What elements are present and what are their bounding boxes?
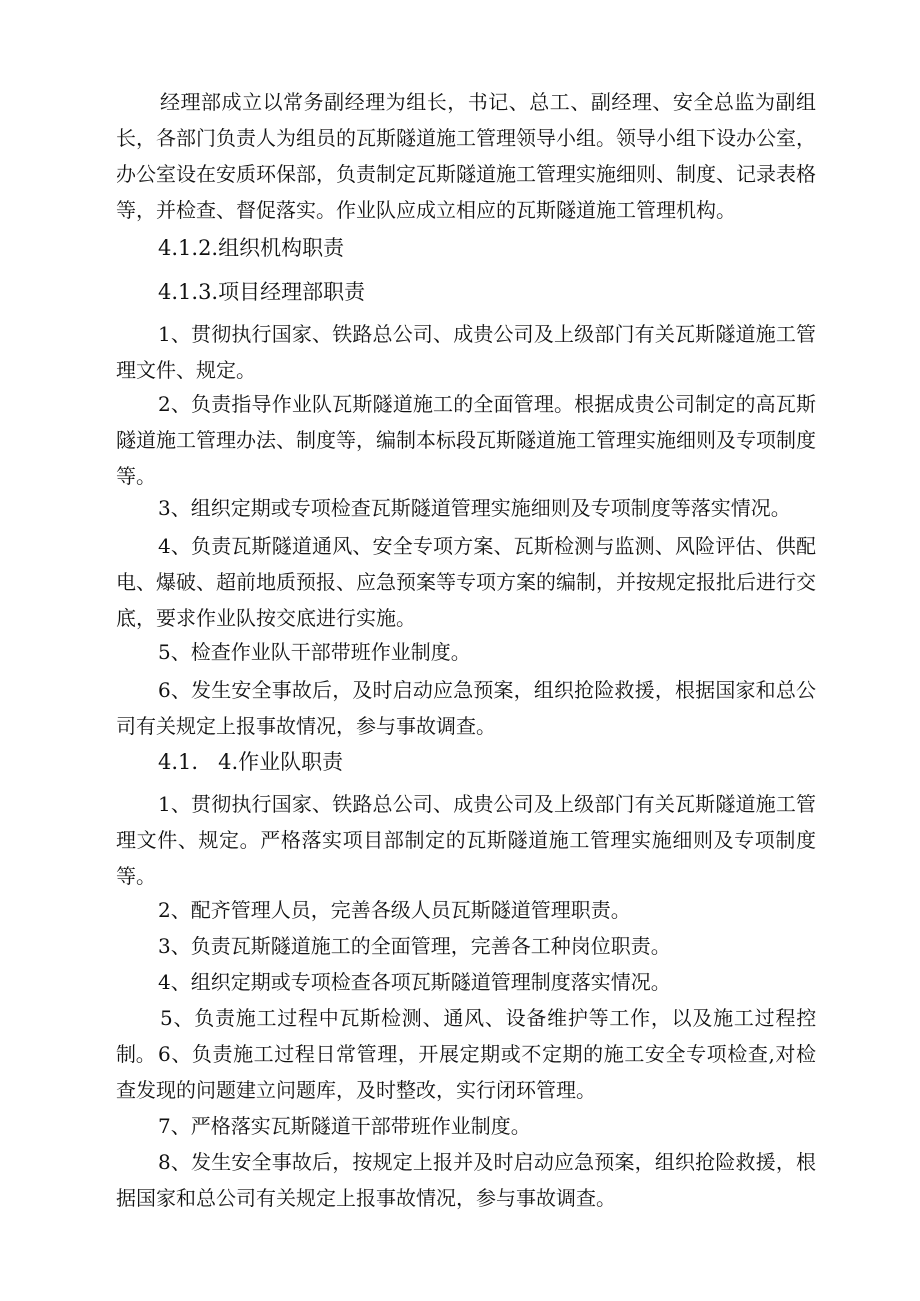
- list-item: 1、贯彻执行国家、铁路总公司、成贵公司及上级部门有关瓦斯隧道施工管理文件、规定。严格落实项目部制定的瓦斯隧道施工管理实施细则及专项制度等。: [116, 792, 816, 888]
- section-heading-4-1-3: 4.1.3.项目经理部职责: [158, 280, 366, 304]
- intro-paragraph: 经理部成立以常务副经理为组长，书记、总工、副经理、安全总监为副组长，各部门负责人为组员的瓦斯隧道施工管理领导小组。领导小组下设办公室，办公室设在安质环保部，负责制定瓦斯隧道施工管理实施细则、制度、记录表格等，并检查、督促落实。作业队应成立相应的瓦斯隧道施工管理机构。: [116, 90, 816, 222]
- list-item: 5、检查作业队干部带班作业制度。: [158, 640, 471, 664]
- list-item: 5、负责施工过程中瓦斯检测、通风、设备维护等工作，以及施工过程控制。: [116, 1006, 816, 1066]
- section-heading-4-1-4: 4.1. 4.作业队职责: [158, 750, 344, 774]
- list-item: 2、配齐管理人员，完善各级人员瓦斯隧道管理职责。: [158, 898, 631, 922]
- list-item: 1、贯彻执行国家、铁路总公司、成贵公司及上级部门有关瓦斯隧道施工管理文件、规定。: [116, 322, 816, 382]
- list-item: 7、严格落实瓦斯隧道干部带班作业制度。: [158, 1114, 531, 1138]
- list-item: 3、组织定期或专项检查瓦斯隧道管理实施细则及专项制度等落实情况。: [158, 496, 791, 520]
- list-item: 4、组织定期或专项检查各项瓦斯隧道管理制度落实情况。: [158, 970, 671, 994]
- list-item: 8、发生安全事故后，按规定上报并及时启动应急预案，组织抢险救援，根据国家和总公司有关规定上报事故情况，参与事故调查。: [116, 1150, 816, 1210]
- list-item: 6、负责施工过程日常管理，开展定期或不定期的施工安全专项检查,对检查发现的问题建立问题库，及时整改，实行闭环管理。: [116, 1042, 816, 1102]
- list-item: 6、发生安全事故后，及时启动应急预案，组织抢险救援，根据国家和总公司有关规定上报事故情况，参与事故调查。: [116, 678, 816, 738]
- list-item: 3、负责瓦斯隧道施工的全面管理，完善各工种岗位职责。: [158, 934, 671, 958]
- list-item: 2、负责指导作业队瓦斯隧道施工的全面管理。根据成贵公司制定的高瓦斯隧道施工管理办法、制度等，编制本标段瓦斯隧道施工管理实施细则及专项制度等。: [116, 392, 816, 488]
- section-heading-4-1-2: 4.1.2.组织机构职责: [158, 236, 345, 260]
- list-item: 4、负责瓦斯隧道通风、安全专项方案、瓦斯检测与监测、风险评估、供配电、爆破、超前地质预报、应急预案等专项方案的编制，并按规定报批后进行交底，要求作业队按交底进行实施。: [116, 534, 816, 630]
